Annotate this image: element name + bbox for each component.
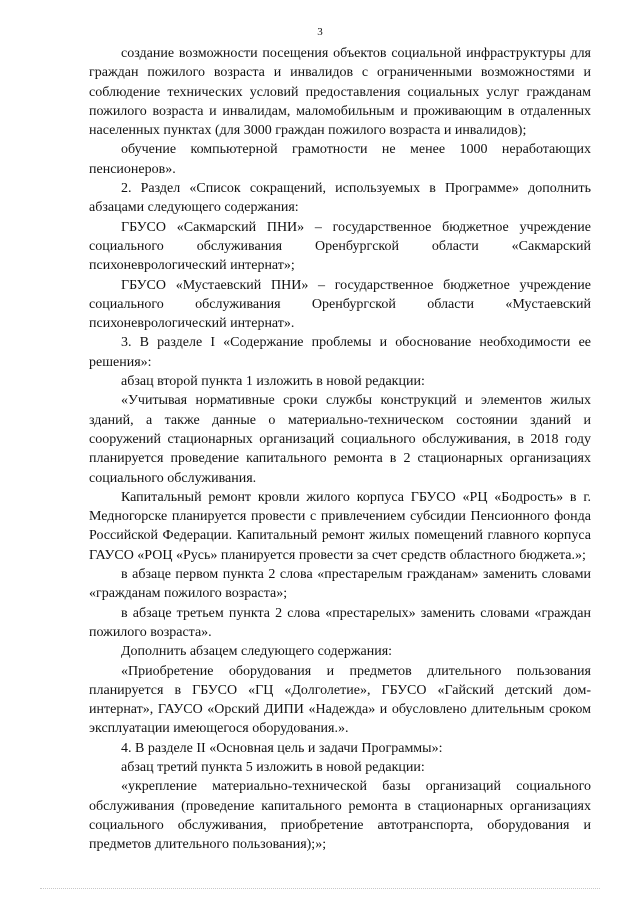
- paragraph: абзац второй пункта 1 изложить в новой редакции:: [121, 374, 425, 390]
- paragraph: обучение компьютерной грамотности не менее 1000 неработающих пенсионеров».: [89, 142, 591, 177]
- page-number: 3: [317, 26, 323, 38]
- paragraph: в абзаце первом пункта 2 слова «престарелым гражданам» заменить словами «гражданам пожилого возраста»;: [89, 567, 591, 602]
- paragraph: «укрепление материально-технической базы организаций социального обслуживания (проведение капитального ремонта в стационарных организациях социального обслуживания, приобретение автотранспорта, оборудования и предметов длительного пользования);»;: [89, 779, 591, 853]
- paragraph: 3. В разделе I «Содержание проблемы и обоснование необходимости ее решения»:: [89, 335, 591, 370]
- paragraph: ГБУСО «Мустаевский ПНИ» – государственное бюджетное учреждение социального обслуживания Оренбургской области «Мустаевский психоневрологический интернат».: [89, 277, 591, 332]
- scan-artifact: [40, 888, 600, 897]
- paragraph: абзац третий пункта 5 изложить в новой редакции:: [121, 759, 425, 775]
- paragraph: «Приобретение оборудования и предметов длительного пользования планируется в ГБУСО «ГЦ «Долголетие», ГБУСО «Гайский детский дом-интернат», ГАУСО «Орский ДИПИ «Надежда» и обусловлено длительным сроком эксплуатации имеющегося оборудования.».: [89, 663, 591, 737]
- document-body: [89, 44, 591, 854]
- paragraph: «Учитывая нормативные сроки службы конструкций и элементов жилых зданий, а также данные о материально-техническом состоянии зданий и сооружений стационарных организаций социального обслуживания, в 2018 году планируется проведение капитального ремонта в 2 стационарных организациях социального обслуживания.: [89, 393, 591, 486]
- paragraph: Капитальный ремонт кровли жилого корпуса ГБУСО «РЦ «Бодрость» в г. Медногорске планируется провести с привлечением субсидии Пенсионного фонда Российской Федерации. Капитальный ремонт жилых помещений главного корпуса ГАУСО «РОЦ «Русь» планируется провести за счет средств областного бюджета.»;: [89, 489, 591, 563]
- paragraph: создание возможности посещения объектов социальной инфраструктуры для граждан пожилого возраста и инвалидов с ограниченными возможностями и соблюдение технических условий предоставления социальных услуг гражданам пожилого возраста и инвалидам, маломобильным и проживающим в отдаленных населенных пунктах (для 3000 граждан пожилого возраста и инвалидов);: [89, 46, 591, 139]
- paragraph: 4. В разделе II «Основная цель и задачи Программы»:: [121, 740, 443, 756]
- paragraph: Дополнить абзацем следующего содержания:: [121, 644, 393, 660]
- paragraph: в абзаце третьем пункта 2 слова «престарелых» заменить словами «граждан пожилого возраста».: [89, 605, 591, 640]
- paragraph: 2. Раздел «Список сокращений, используемых в Программе» дополнить абзацами следующего содержания:: [89, 181, 591, 216]
- paragraph: ГБУСО «Сакмарский ПНИ» – государственное бюджетное учреждение социального обслуживания Оренбургской области «Сакмарский психоневрологический интернат»;: [89, 219, 591, 274]
